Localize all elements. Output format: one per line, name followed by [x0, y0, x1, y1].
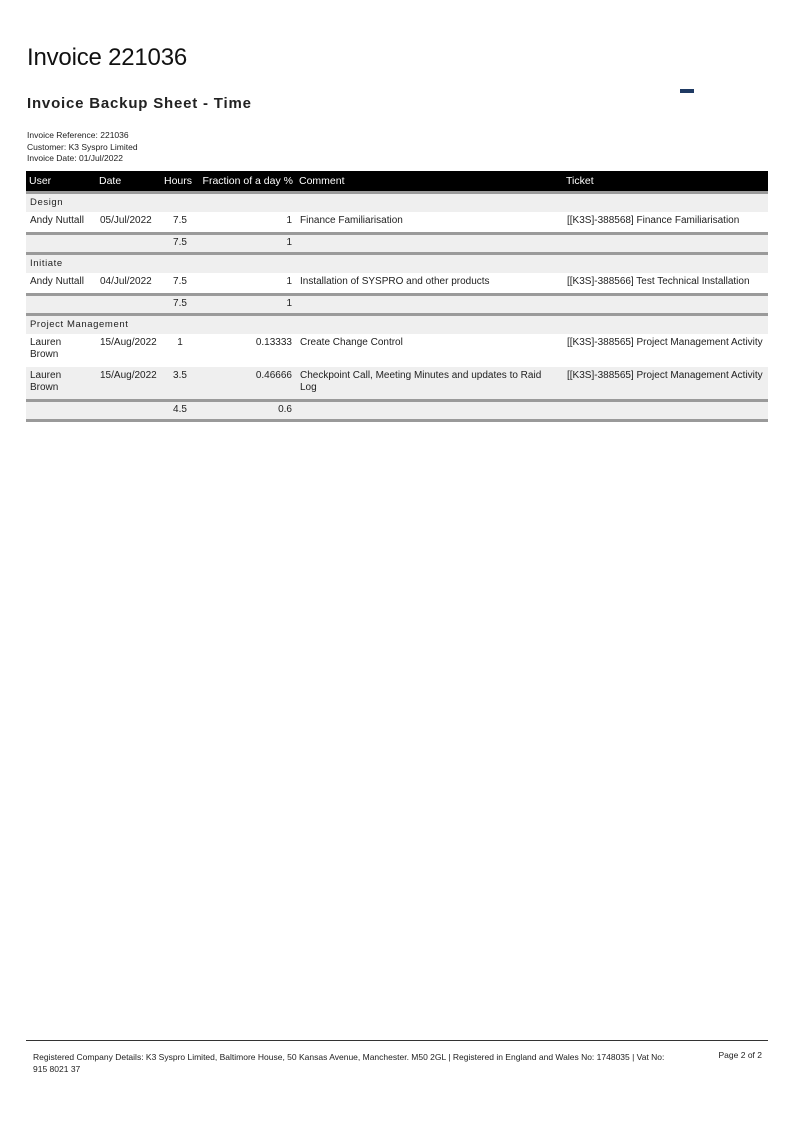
cell-user: Andy Nuttall — [26, 273, 96, 294]
subtotal-hours: 7.5 — [161, 233, 199, 253]
subtotal-fraction: 1 — [199, 233, 296, 253]
cell-comment: Finance Familiarisation — [296, 212, 563, 233]
subtotal-row-project-management — [26, 400, 768, 420]
cell-ticket: [[K3S]-388565] Project Management Activity — [563, 367, 768, 400]
subtotal-fraction: 0.6 — [199, 400, 296, 420]
cell-hours: 7.5 — [161, 212, 199, 233]
column-header-fraction: Fraction of a day % — [199, 171, 296, 192]
backup-sheet-subtitle: Invoice Backup Sheet - Time — [27, 95, 252, 112]
cell-comment: Installation of SYSPRO and other products — [296, 273, 563, 294]
group-name: Design — [26, 192, 768, 212]
table-row — [26, 334, 768, 367]
cell-date: 15/Aug/2022 — [96, 367, 161, 400]
table-row — [26, 273, 768, 294]
subtotal-row-design — [26, 233, 768, 253]
table-row — [26, 367, 768, 400]
cell-fraction: 1 — [199, 273, 296, 294]
column-header-ticket: Ticket — [563, 171, 768, 192]
cell-ticket: [[K3S]-388565] Project Management Activity — [563, 334, 768, 367]
footer-company-details: Registered Company Details: K3 Syspro Limited, Baltimore House, 50 Kansas Avenue, Manchester. M50 2GL | Registered in England and Wales No: 1748035 | Vat No: 915 8021 37 — [33, 1052, 665, 1074]
group-header-design — [26, 192, 768, 212]
invoice-meta — [27, 130, 138, 165]
footer-divider — [26, 1040, 768, 1041]
group-name: Project Management — [26, 314, 768, 334]
subtotal-row-initiate — [26, 294, 768, 314]
invoice-title: Invoice 221036 — [27, 44, 187, 71]
cell-ticket: [[K3S]-388566] Test Technical Installation — [563, 273, 768, 294]
cell-ticket: [[K3S]-388568] Finance Familiarisation — [563, 212, 768, 233]
cell-user: Andy Nuttall — [26, 212, 96, 233]
invoice-customer: Customer: K3 Syspro Limited — [27, 141, 138, 152]
cell-user: Lauren Brown — [26, 367, 96, 400]
group-header-project-management — [26, 314, 768, 334]
table-header-row — [26, 171, 768, 192]
group-header-initiate — [26, 253, 768, 273]
group-name: Initiate — [26, 253, 768, 273]
subtotal-hours: 7.5 — [161, 294, 199, 314]
company-logo-mark — [680, 89, 694, 93]
page-number: Page 2 of 2 — [718, 1050, 762, 1060]
cell-date: 04/Jul/2022 — [96, 273, 161, 294]
invoice-date: Invoice Date: 01/Jul/2022 — [27, 153, 123, 163]
column-header-user: User — [26, 171, 96, 192]
cell-date: 05/Jul/2022 — [96, 212, 161, 233]
table-bottom-rule — [26, 420, 768, 422]
time-backup-table — [26, 171, 768, 422]
cell-comment: Checkpoint Call, Meeting Minutes and updates to Raid Log — [296, 367, 563, 400]
subtotal-fraction: 1 — [199, 294, 296, 314]
subtotal-hours: 4.5 — [161, 400, 199, 420]
cell-fraction: 1 — [199, 212, 296, 233]
cell-hours: 1 — [161, 334, 199, 367]
column-header-comment: Comment — [296, 171, 563, 192]
column-header-hours: Hours — [161, 171, 199, 192]
column-header-date: Date — [96, 171, 161, 192]
cell-hours: 3.5 — [161, 367, 199, 400]
table-row — [26, 212, 768, 233]
cell-hours: 7.5 — [161, 273, 199, 294]
cell-fraction: 0.13333 — [199, 334, 296, 367]
invoice-reference: Invoice Reference: 221036 — [27, 130, 129, 140]
cell-user: Lauren Brown — [26, 334, 96, 367]
cell-date: 15/Aug/2022 — [96, 334, 161, 367]
cell-comment: Create Change Control — [296, 334, 563, 367]
cell-fraction: 0.46666 — [199, 367, 296, 400]
